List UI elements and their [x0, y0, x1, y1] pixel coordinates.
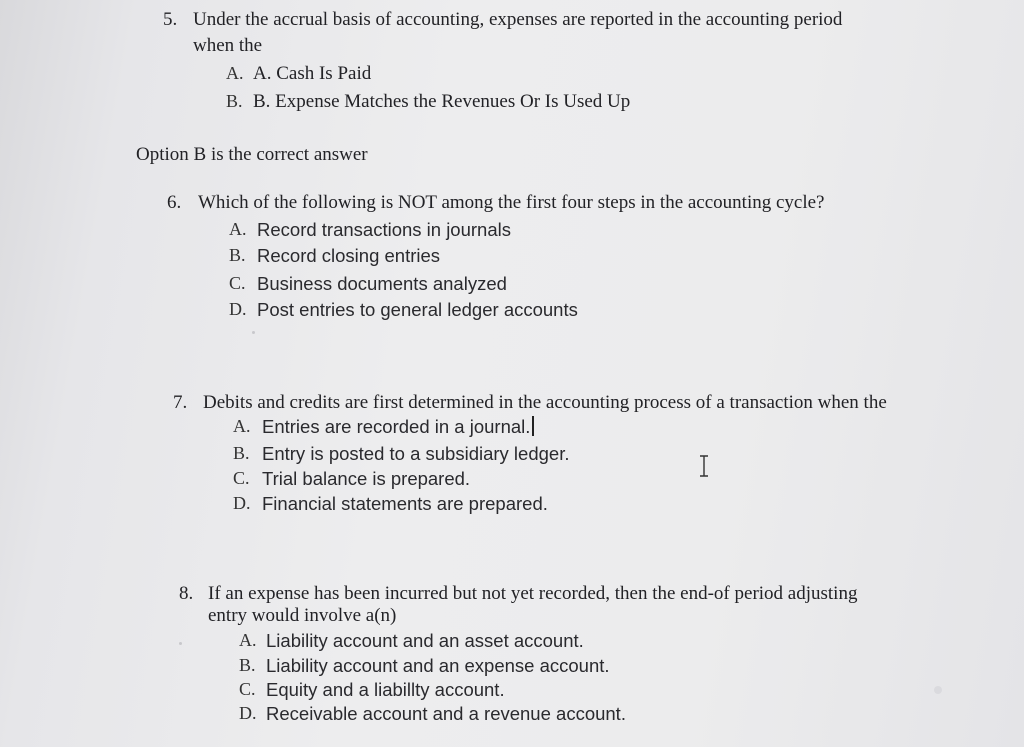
option-text-with-caret[interactable]	[262, 416, 534, 438]
ibeam-cursor-icon	[697, 455, 711, 477]
option-text: Liability account and an expense account.	[266, 655, 610, 676]
option-text: Post entries to general ledger accounts	[257, 299, 578, 320]
option-letter: C.	[233, 468, 250, 488]
question-text-line-1: Under the accrual basis of accounting, expenses are reported in the accounting period	[193, 9, 843, 30]
question-text-line-2: when the	[193, 35, 263, 56]
question-number: 7.	[173, 392, 188, 413]
screen-speck	[252, 331, 255, 334]
option-letter: A.	[226, 63, 244, 83]
question-text-line-2: entry would involve a(n)	[208, 605, 397, 626]
question-number: 8.	[179, 583, 194, 604]
option-text: Receivable account and a revenue account.	[266, 703, 626, 724]
option-text: Equity and a liabillty account.	[266, 679, 505, 700]
option-text: B. Expense Matches the Revenues Or Is Used Up	[253, 91, 631, 112]
option-letter: A.	[239, 630, 257, 650]
question-number: 5.	[163, 9, 178, 30]
option-text: Record closing entries	[257, 245, 441, 266]
option-text: Trial balance is prepared.	[262, 468, 471, 489]
question-text-line-1: If an expense has been incurred but not yet recorded, then the end-of period adjusting	[208, 583, 858, 604]
option-text: Financial statements are prepared.	[262, 493, 548, 514]
option-letter: B.	[229, 245, 246, 265]
option-letter: D.	[233, 493, 251, 513]
option-letter: C.	[239, 679, 256, 699]
option-letter: B.	[239, 655, 256, 675]
screen-speck	[934, 686, 942, 694]
option-text: Liability account and an asset account.	[266, 630, 584, 651]
answer-note: Option B is the correct answer	[136, 144, 368, 165]
option-text: Entries are recorded in a journal.	[262, 416, 531, 437]
option-letter: B.	[226, 91, 243, 111]
option-letter: A.	[233, 416, 251, 436]
option-letter: C.	[229, 273, 246, 293]
text-caret	[532, 416, 534, 436]
option-letter: A.	[229, 219, 247, 239]
screen-speck	[179, 642, 182, 645]
option-text: Entry is posted to a subsidiary ledger.	[262, 443, 570, 464]
option-letter: D.	[239, 703, 257, 723]
option-letter: B.	[233, 443, 250, 463]
question-text-line-1: Debits and credits are first determined in the accounting process of a transaction when the	[203, 392, 887, 413]
question-text-line-1: Which of the following is NOT among the first four steps in the accounting cycle?	[198, 192, 825, 213]
option-text: A. Cash Is Paid	[253, 63, 372, 84]
option-text: Business documents analyzed	[257, 273, 507, 294]
option-text: Record transactions in journals	[257, 219, 511, 240]
option-letter: D.	[229, 299, 247, 319]
question-number: 6.	[167, 192, 182, 213]
